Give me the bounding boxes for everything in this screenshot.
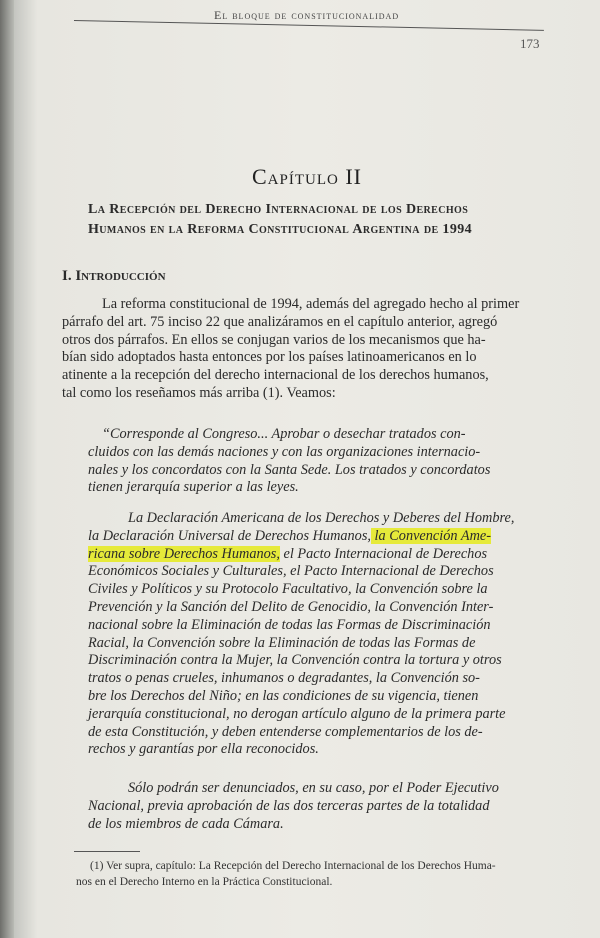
quote-line: jerarquía constitucional, no derogan artículo alguno de la primera parte [88, 705, 506, 722]
quote-line [88, 546, 558, 564]
quote-line: rechos y garantías por ella reconocidos. [88, 741, 319, 758]
paragraph-line: atinente a la recepción del derecho internacional de los derechos humanos, [62, 367, 489, 384]
intro-paragraph [62, 296, 562, 403]
paragraph-line: bían sido adoptados hasta entonces por los países latinoamericanos en lo [62, 349, 477, 366]
section-heading: I. Introducción [62, 268, 166, 284]
quote-line: La Declaración Americana de los Derechos y Deberes del Hombre, [128, 510, 515, 526]
quote-line: Racial, la Convención sobre la Eliminación de todas las Formas de [88, 634, 476, 651]
paragraph-line: párrafo del art. 75 inciso 22 que analizáramos en el capítulo anterior, agregó [62, 313, 498, 330]
book-page [14, 0, 600, 938]
footnote-line: nos en el Derecho Interno en la Práctica Constitucional. [76, 876, 333, 888]
page-number: 173 [520, 36, 540, 51]
quote-line: de esta Constitución, y deben entenderse complementarios de los de- [88, 723, 483, 740]
quote-paragraph-2 [88, 510, 558, 759]
quote-line: nacional sobre la Eliminación de todas las Formas de Discriminación [88, 616, 491, 633]
quote-text: la Declaración Universal de Derechos Humanos, [88, 527, 371, 544]
paragraph-line: tal como los reseñamos más arriba (1). Veamos: [62, 384, 336, 401]
quote-line: bre los Derechos del Niño; en las condiciones de su vigencia, tienen [88, 687, 479, 704]
quote-text: el Pacto Internacional de Derechos [279, 545, 488, 562]
quote-paragraph-1 [88, 426, 558, 497]
quote-line: Civiles y Políticos y su Protocolo Facultativo, la Convención sobre la [88, 581, 488, 598]
quote-line [88, 528, 558, 546]
footnote-rule [74, 851, 140, 852]
book-spine-shadow [0, 0, 14, 938]
running-header [74, 6, 554, 51]
running-title: El bloque de constitucionalidad [214, 8, 400, 22]
quote-line: de los miembros de cada Cámara. [88, 815, 284, 832]
quote-line: tratos o penas crueles, inhumanos o degradantes, la Convención so- [88, 670, 480, 687]
highlighted-text: la Convención Ame- [370, 527, 492, 544]
quote-line: nales y los concordatos con la Santa Sede. Los tratados y concordatos [88, 461, 491, 478]
quote-paragraph-3 [88, 780, 558, 833]
paragraph-line: otros dos párrafos. En ellos se conjugan varios de los mecanismos que ha- [62, 331, 486, 348]
paragraph-line: La reforma constitucional de 1994, además del agregado hecho al primer [102, 296, 520, 312]
quote-line: Económicos Sociales y Culturales, el Pacto Internacional de Derechos [88, 563, 494, 580]
quote-line: Nacional, previa aprobación de las dos terceras partes de la totalidad [88, 797, 490, 814]
subtitle-line: La Recepción del Derecho Internacional de los Derechos [88, 202, 469, 217]
quote-line: Prevención y la Sanción del Delito de Genocidio, la Convención Inter- [88, 598, 494, 615]
quote-line: “Corresponde al Congreso... Aprobar o desechar tratados con- [102, 426, 466, 442]
quote-line: cluidos con las demás naciones y con las organizaciones internacio- [88, 443, 481, 460]
quote-line: tienen jerarquía superior a las leyes. [88, 479, 299, 496]
quote-line: Discriminación contra la Mujer, la Convención contra la tortura y otros [88, 652, 502, 669]
footnote-line: (1) Ver supra, capítulo: La Recepción del Derecho Internacional de los Derechos Huma- [90, 860, 496, 872]
chapter-subtitle [88, 200, 548, 240]
subtitle-line: Humanos en la Reforma Constitucional Argentina de 1994 [88, 222, 473, 237]
footnote [76, 858, 596, 890]
highlighted-text: ricana sobre Derechos Humanos, [88, 545, 280, 562]
chapter-title: Capítulo II [252, 164, 362, 189]
quote-line: Sólo podrán ser denunciados, en su caso, por el Poder Ejecutivo [128, 780, 499, 796]
